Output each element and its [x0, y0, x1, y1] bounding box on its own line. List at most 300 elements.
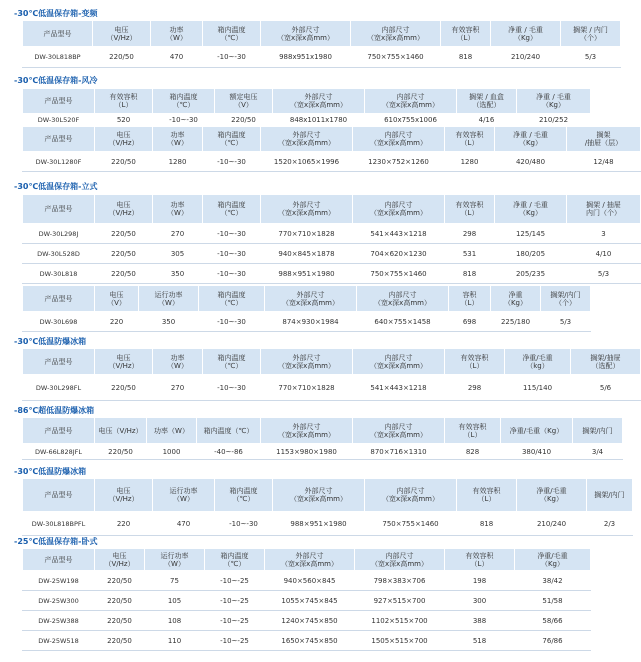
table-header-row: [23, 286, 591, 312]
table-cell: 210/240: [491, 47, 561, 68]
column-header-line: 产品型号: [44, 294, 73, 303]
table-cell: 940×845×1878: [261, 244, 353, 264]
column-header: [151, 21, 203, 47]
column-header: [445, 349, 505, 375]
table-cell: 220: [95, 312, 139, 332]
column-header-line: （Kg）: [518, 209, 543, 217]
column-header: [205, 549, 265, 571]
table-cell: -10~-30: [153, 114, 215, 127]
column-header: [571, 349, 641, 375]
column-header: [145, 549, 205, 571]
column-header-line: （℃）: [220, 361, 243, 370]
column-header: [351, 21, 441, 47]
table-cell: 640×755×1458: [357, 312, 449, 332]
column-header-line: （宽x深x高mm）: [370, 430, 427, 439]
table-cell: 220/50: [95, 631, 145, 651]
column-header-line: （L）: [456, 33, 475, 42]
column-header: [273, 89, 365, 114]
column-header-line: 外部尺寸: [291, 25, 320, 34]
spec-table: [22, 285, 591, 332]
table-cell: 198: [445, 571, 515, 591]
column-header: [23, 127, 95, 152]
column-header-line: 搁架 / 血盒: [469, 93, 504, 101]
table-cell: 110: [145, 631, 205, 651]
model-cell: DW-30L528D: [23, 244, 95, 264]
spec-table: [22, 478, 633, 536]
column-header-line: 产品型号: [44, 135, 73, 143]
table-cell: 750×755×1460: [353, 264, 445, 284]
column-header-line: 外部尺寸: [296, 290, 325, 299]
column-header: [573, 418, 623, 444]
section-title: -30℃低温防爆冰箱: [14, 467, 87, 476]
model-cell: DW-30L818BPFL: [23, 512, 95, 536]
column-header: [153, 479, 215, 512]
column-header: [199, 286, 265, 312]
column-header: [355, 549, 445, 571]
column-header-line: （宽x深x高mm）: [370, 139, 427, 147]
table-cell: 58/66: [515, 611, 591, 631]
column-header-line: 电压: [116, 201, 131, 209]
column-header-line: （L）: [460, 209, 479, 217]
column-header-line: （选配）: [591, 361, 620, 370]
table-cell: 12/48: [567, 152, 641, 172]
column-header-line: 外部尺寸: [304, 487, 333, 495]
column-header: [457, 479, 517, 512]
column-header: [567, 195, 641, 224]
column-header-line: 有效容积: [460, 353, 489, 362]
table-cell: 1102×515×700: [355, 611, 445, 631]
column-header-line: （Kg）: [540, 559, 565, 568]
table-header-row: [23, 21, 621, 47]
column-header-line: 外部尺寸: [295, 551, 324, 560]
column-header-line: （宽x深x高mm）: [370, 209, 427, 217]
table-row: [23, 312, 591, 332]
table-cell: 220: [95, 512, 153, 536]
table-row: [23, 244, 641, 264]
column-header-line: （℃）: [232, 495, 255, 503]
column-header-line: 电压: [116, 131, 131, 139]
table-cell: 531: [445, 244, 495, 264]
table-cell: 298: [445, 375, 505, 401]
column-header-line: （Kg）: [513, 33, 538, 42]
model-cell: DW-25W198: [23, 571, 95, 591]
table-cell: 388: [445, 611, 515, 631]
column-header-line: （L）: [463, 430, 482, 439]
column-header-line: 容积: [462, 290, 477, 299]
table-cell: 51/58: [515, 591, 591, 611]
table-cell: 1240×745×850: [265, 611, 355, 631]
column-header: [203, 195, 261, 224]
table-header-row: [23, 349, 641, 375]
table-cell: 470: [151, 47, 203, 68]
table-cell: 205/235: [495, 264, 567, 284]
column-header-line: 产品型号: [44, 491, 73, 499]
table-cell: 225/180: [491, 312, 541, 332]
column-header-line: （宽x深x高mm）: [281, 559, 338, 568]
column-header: [95, 549, 145, 571]
column-header-line: 搁架/抽屉: [590, 353, 621, 362]
table-cell: 818: [457, 512, 517, 536]
column-header: [365, 89, 457, 114]
column-header-line: 箱内温度: [220, 551, 249, 560]
table-row: [23, 591, 591, 611]
table-cell: 874×930×1984: [265, 312, 357, 332]
table-cell: 210/240: [517, 512, 587, 536]
table-cell: 770×710×1828: [261, 224, 353, 244]
column-header-line: 内部尺寸: [396, 487, 425, 495]
column-header-line: 搁架 / 内门: [573, 25, 608, 34]
table-cell: 988×951×1980: [273, 512, 365, 536]
column-header-line: 净重 / 毛重: [513, 201, 548, 209]
column-header-line: 搁架/内门: [594, 491, 625, 499]
column-header-line: （℃）: [220, 139, 243, 147]
column-header: [261, 195, 353, 224]
table-header-row: [23, 89, 591, 114]
table-cell: 125/145: [495, 224, 567, 244]
table-row: [23, 512, 633, 536]
table-cell: 220/50: [93, 47, 151, 68]
table-header-row: [23, 549, 591, 571]
column-header-line: 搁架/内门: [550, 290, 581, 299]
column-header-line: （W）: [166, 33, 187, 42]
column-header-line: 净重 / 毛重: [513, 131, 548, 139]
column-header-line: （L）: [460, 139, 479, 147]
column-header: [95, 89, 153, 114]
table-cell: 300: [445, 591, 515, 611]
column-header: [587, 479, 633, 512]
column-header-line: 净重 / 毛重: [508, 25, 543, 34]
column-header-line: （宽x深x高mm）: [382, 495, 439, 503]
column-header-line: 运行功率: [169, 487, 198, 495]
column-header-line: （L）: [477, 495, 496, 503]
column-header-line: 箱内温度: [217, 353, 246, 362]
model-cell: DW-30L818BP: [23, 47, 93, 68]
section-title: -30℃低温保存箱-风冷: [14, 76, 98, 85]
column-header: [215, 89, 273, 114]
column-header-line: 内部尺寸: [384, 422, 413, 431]
column-header-line: 电压（V/Hz）: [98, 426, 143, 435]
table-cell: -10~-25: [205, 571, 265, 591]
table-row: [23, 264, 641, 284]
table-cell: 220/50: [215, 114, 273, 127]
column-header-line: 产品型号: [43, 29, 72, 38]
column-header: [153, 89, 215, 114]
table-cell: 798×383×706: [355, 571, 445, 591]
table-cell: 1280: [445, 152, 495, 172]
column-header-line: 箱内温度: [169, 93, 198, 101]
section-title: -30℃低温保存箱-变频: [14, 9, 98, 18]
column-header: [23, 349, 95, 375]
column-header-line: （L）: [465, 361, 484, 370]
column-header: [93, 21, 151, 47]
table-cell: 770×710×1828: [261, 375, 353, 401]
table-row: [23, 152, 641, 172]
column-header: [23, 549, 95, 571]
column-header: [261, 21, 351, 47]
model-cell: DW-30L818: [23, 264, 95, 284]
column-header-line: （W）: [167, 139, 188, 147]
table-cell: 927×515×700: [355, 591, 445, 611]
model-cell: DW-66L828JFL: [23, 444, 95, 460]
column-header: [203, 21, 261, 47]
table-cell: 220/50: [95, 611, 145, 631]
table-cell: 541×443×1218: [353, 375, 445, 401]
column-header: [203, 127, 261, 152]
column-header-line: 内部尺寸: [384, 353, 413, 362]
table-cell: 105: [145, 591, 205, 611]
column-header: [153, 127, 203, 152]
table-header-row: [23, 418, 623, 444]
column-header: [261, 127, 353, 152]
column-header-line: 电压: [112, 551, 127, 560]
column-header-line: 内部尺寸: [384, 131, 413, 139]
column-header-line: （V/Hz）: [108, 209, 139, 217]
table-cell: -10~-30: [203, 244, 261, 264]
column-header-line: 产品型号: [44, 205, 73, 213]
table-cell: 3: [567, 224, 641, 244]
table-cell: -10~-30: [203, 152, 261, 172]
table-row: [23, 571, 591, 591]
column-header-line: （宽x深x高mm）: [367, 33, 424, 42]
table-cell: 1280: [153, 152, 203, 172]
column-header-line: 有效容积: [455, 201, 484, 209]
column-header-line: （宽x深x高mm）: [370, 361, 427, 370]
column-header-line: 搁架: [596, 131, 611, 139]
table-cell: 750×755×1460: [365, 512, 457, 536]
column-header-line: 运行功率: [154, 290, 183, 299]
column-header: [449, 286, 491, 312]
column-header: [147, 418, 197, 444]
column-header-line: （L）: [114, 101, 133, 109]
column-header-line: （Kg）: [541, 101, 566, 109]
table-header-row: [23, 479, 633, 512]
column-header: [457, 89, 517, 114]
section-title: -30℃低温保存箱-立式: [14, 182, 98, 191]
column-header-line: （L）: [470, 559, 489, 568]
table-cell: 704×620×1230: [353, 244, 445, 264]
table-cell: 818: [445, 264, 495, 284]
column-header: [353, 195, 445, 224]
column-header: [501, 418, 573, 444]
table-cell: 220/50: [95, 375, 153, 401]
column-header-line: 搁架 / 抽屉: [586, 201, 621, 209]
column-header-line: （Kg）: [539, 495, 564, 503]
column-header-line: （W）: [167, 361, 188, 370]
column-header: [23, 89, 95, 114]
column-header-line: 电压: [114, 25, 129, 34]
column-header-line: 净重: [508, 290, 523, 299]
column-header: [261, 418, 353, 444]
table-cell: -10~-30: [203, 47, 261, 68]
column-header-line: （宽x深x高mm）: [278, 209, 335, 217]
column-header-line: （宽x深x高mm）: [278, 361, 335, 370]
table-cell: -10~-25: [205, 591, 265, 611]
column-header-line: （宽x深x高mm）: [282, 298, 339, 307]
table-cell: 210/252: [517, 114, 591, 127]
table-cell: 1000: [147, 444, 197, 460]
column-header: [365, 479, 457, 512]
column-header-line: 净重/毛重: [536, 487, 567, 495]
column-header: [495, 195, 567, 224]
column-header-line: 有效容积: [109, 93, 138, 101]
column-header-line: （V/Hz）: [104, 559, 135, 568]
column-header: [491, 21, 561, 47]
column-header-line: 搁架/内门: [582, 426, 613, 435]
table-cell: 38/42: [515, 571, 591, 591]
table-cell: 5/3: [541, 312, 591, 332]
column-header-line: 电压: [116, 487, 131, 495]
column-header-line: 有效容积: [472, 487, 501, 495]
column-header-line: （选配）: [472, 101, 501, 109]
table-cell: 5/3: [561, 47, 621, 68]
section-title: -86℃超低温防爆冰箱: [14, 406, 95, 415]
column-header: [95, 479, 153, 512]
column-header-line: 电压: [109, 290, 124, 299]
table-row: [23, 114, 591, 127]
spec-table: [22, 348, 641, 401]
column-header: [261, 349, 353, 375]
table-cell: -10~-30: [203, 264, 261, 284]
column-header-line: （℃）: [220, 298, 243, 307]
table-cell: 828: [445, 444, 501, 460]
column-header: [273, 479, 365, 512]
column-header-line: 箱内温度: [229, 487, 258, 495]
column-header-line: （个）: [555, 298, 576, 307]
column-header-line: 功率: [169, 25, 184, 34]
column-header-line: （W）: [167, 209, 188, 217]
column-header-line: 功率: [170, 353, 185, 362]
table-cell: 870×716×1310: [353, 444, 445, 460]
column-header-line: 产品型号: [44, 357, 73, 366]
column-header: [353, 349, 445, 375]
column-header: [139, 286, 199, 312]
column-header-line: 净重/毛重（Kg）: [509, 426, 564, 435]
column-header-line: （宽x深x高mm）: [290, 495, 347, 503]
table-row: [23, 631, 591, 651]
column-header-line: （V/Hz）: [108, 139, 139, 147]
column-header-line: /抽屉（层）: [584, 139, 623, 147]
column-header: [515, 549, 591, 571]
spec-table: [22, 194, 641, 284]
table-cell: 75: [145, 571, 205, 591]
column-header-line: （Kg）: [518, 139, 543, 147]
section-title: -25℃低温保存箱-卧式: [14, 537, 98, 546]
table-row: [23, 47, 621, 68]
table-cell: -10~-30: [203, 224, 261, 244]
column-header-line: 内部尺寸: [388, 290, 417, 299]
column-header-line: 箱内温度（℃）: [203, 426, 254, 435]
table-cell: 220/50: [95, 571, 145, 591]
column-header-line: 净重 / 毛重: [536, 93, 571, 101]
column-header: [153, 195, 203, 224]
column-header-line: （宽x深x高mm）: [371, 559, 428, 568]
column-header: [153, 349, 203, 375]
table-cell: 220/50: [95, 152, 153, 172]
table-cell: 1230×752×1260: [353, 152, 445, 172]
table-cell: 4/16: [457, 114, 517, 127]
table-cell: -10~-30: [215, 512, 273, 536]
column-header-line: （V/Hz）: [108, 361, 139, 370]
column-header-line: （宽x深x高mm）: [277, 33, 334, 42]
model-cell: DW-30L698: [23, 312, 95, 332]
column-header-line: 有效容积: [465, 551, 494, 560]
column-header: [353, 418, 445, 444]
table-cell: -10~-25: [205, 611, 265, 631]
column-header-line: 内部尺寸: [384, 201, 413, 209]
table-cell: 1153×980×1980: [261, 444, 353, 460]
table-cell: 180/205: [495, 244, 567, 264]
column-header-line: （V）: [234, 101, 253, 109]
column-header: [23, 195, 95, 224]
model-cell: DW-30L298FL: [23, 375, 95, 401]
column-header-line: （W）: [158, 298, 179, 307]
column-header: [203, 349, 261, 375]
table-cell: 220/50: [95, 444, 147, 460]
table-cell: 698: [449, 312, 491, 332]
table-cell: 1055×745×845: [265, 591, 355, 611]
column-header-line: 产品型号: [44, 426, 73, 435]
column-header-line: （L）: [460, 298, 479, 307]
column-header-line: （℃）: [220, 209, 243, 217]
column-header: [505, 349, 571, 375]
column-header-line: （宽x深x高mm）: [278, 139, 335, 147]
table-cell: 1505×515×700: [355, 631, 445, 651]
table-cell: 4/10: [567, 244, 641, 264]
column-header-line: 产品型号: [44, 97, 73, 105]
column-header: [353, 127, 445, 152]
column-header-line: 功率: [170, 201, 185, 209]
column-header-line: 功率（W）: [154, 426, 189, 435]
column-header-line: （宽x深x高mm）: [278, 430, 335, 439]
column-header: [23, 286, 95, 312]
column-header-line: 箱内温度: [217, 25, 246, 34]
section-title: -30℃低温防爆冰箱: [14, 337, 87, 346]
table-cell: 115/140: [505, 375, 571, 401]
table-cell: 5/6: [571, 375, 641, 401]
column-header-line: （宽x深x高mm）: [374, 298, 431, 307]
table-cell: 848x1011x1780: [273, 114, 365, 127]
column-header: [265, 549, 355, 571]
model-cell: DW-25W518: [23, 631, 95, 651]
model-cell: DW-30L298J: [23, 224, 95, 244]
column-header-line: （℃）: [220, 33, 243, 42]
table-cell: 940×560×845: [265, 571, 355, 591]
column-header-line: 净重/毛重: [537, 551, 568, 560]
table-cell: 2/3: [587, 512, 633, 536]
table-cell: 3/4: [573, 444, 623, 460]
column-header: [567, 127, 641, 152]
model-cell: DW-25W300: [23, 591, 95, 611]
table-row: [23, 611, 591, 631]
column-header: [445, 195, 495, 224]
column-header: [357, 286, 449, 312]
column-header: [517, 479, 587, 512]
column-header-line: 外部尺寸: [292, 353, 321, 362]
table-header-row: [23, 127, 641, 152]
table-row: [23, 375, 641, 401]
column-header-line: 外部尺寸: [292, 422, 321, 431]
column-header-line: （W）: [164, 559, 185, 568]
table-cell: 818: [441, 47, 491, 68]
column-header: [441, 21, 491, 47]
column-header: [197, 418, 261, 444]
column-header: [95, 286, 139, 312]
column-header: [23, 21, 93, 47]
column-header-line: 内门（个）: [586, 209, 621, 217]
spec-table: [22, 88, 591, 127]
spec-table: [22, 417, 623, 460]
column-header: [445, 418, 501, 444]
